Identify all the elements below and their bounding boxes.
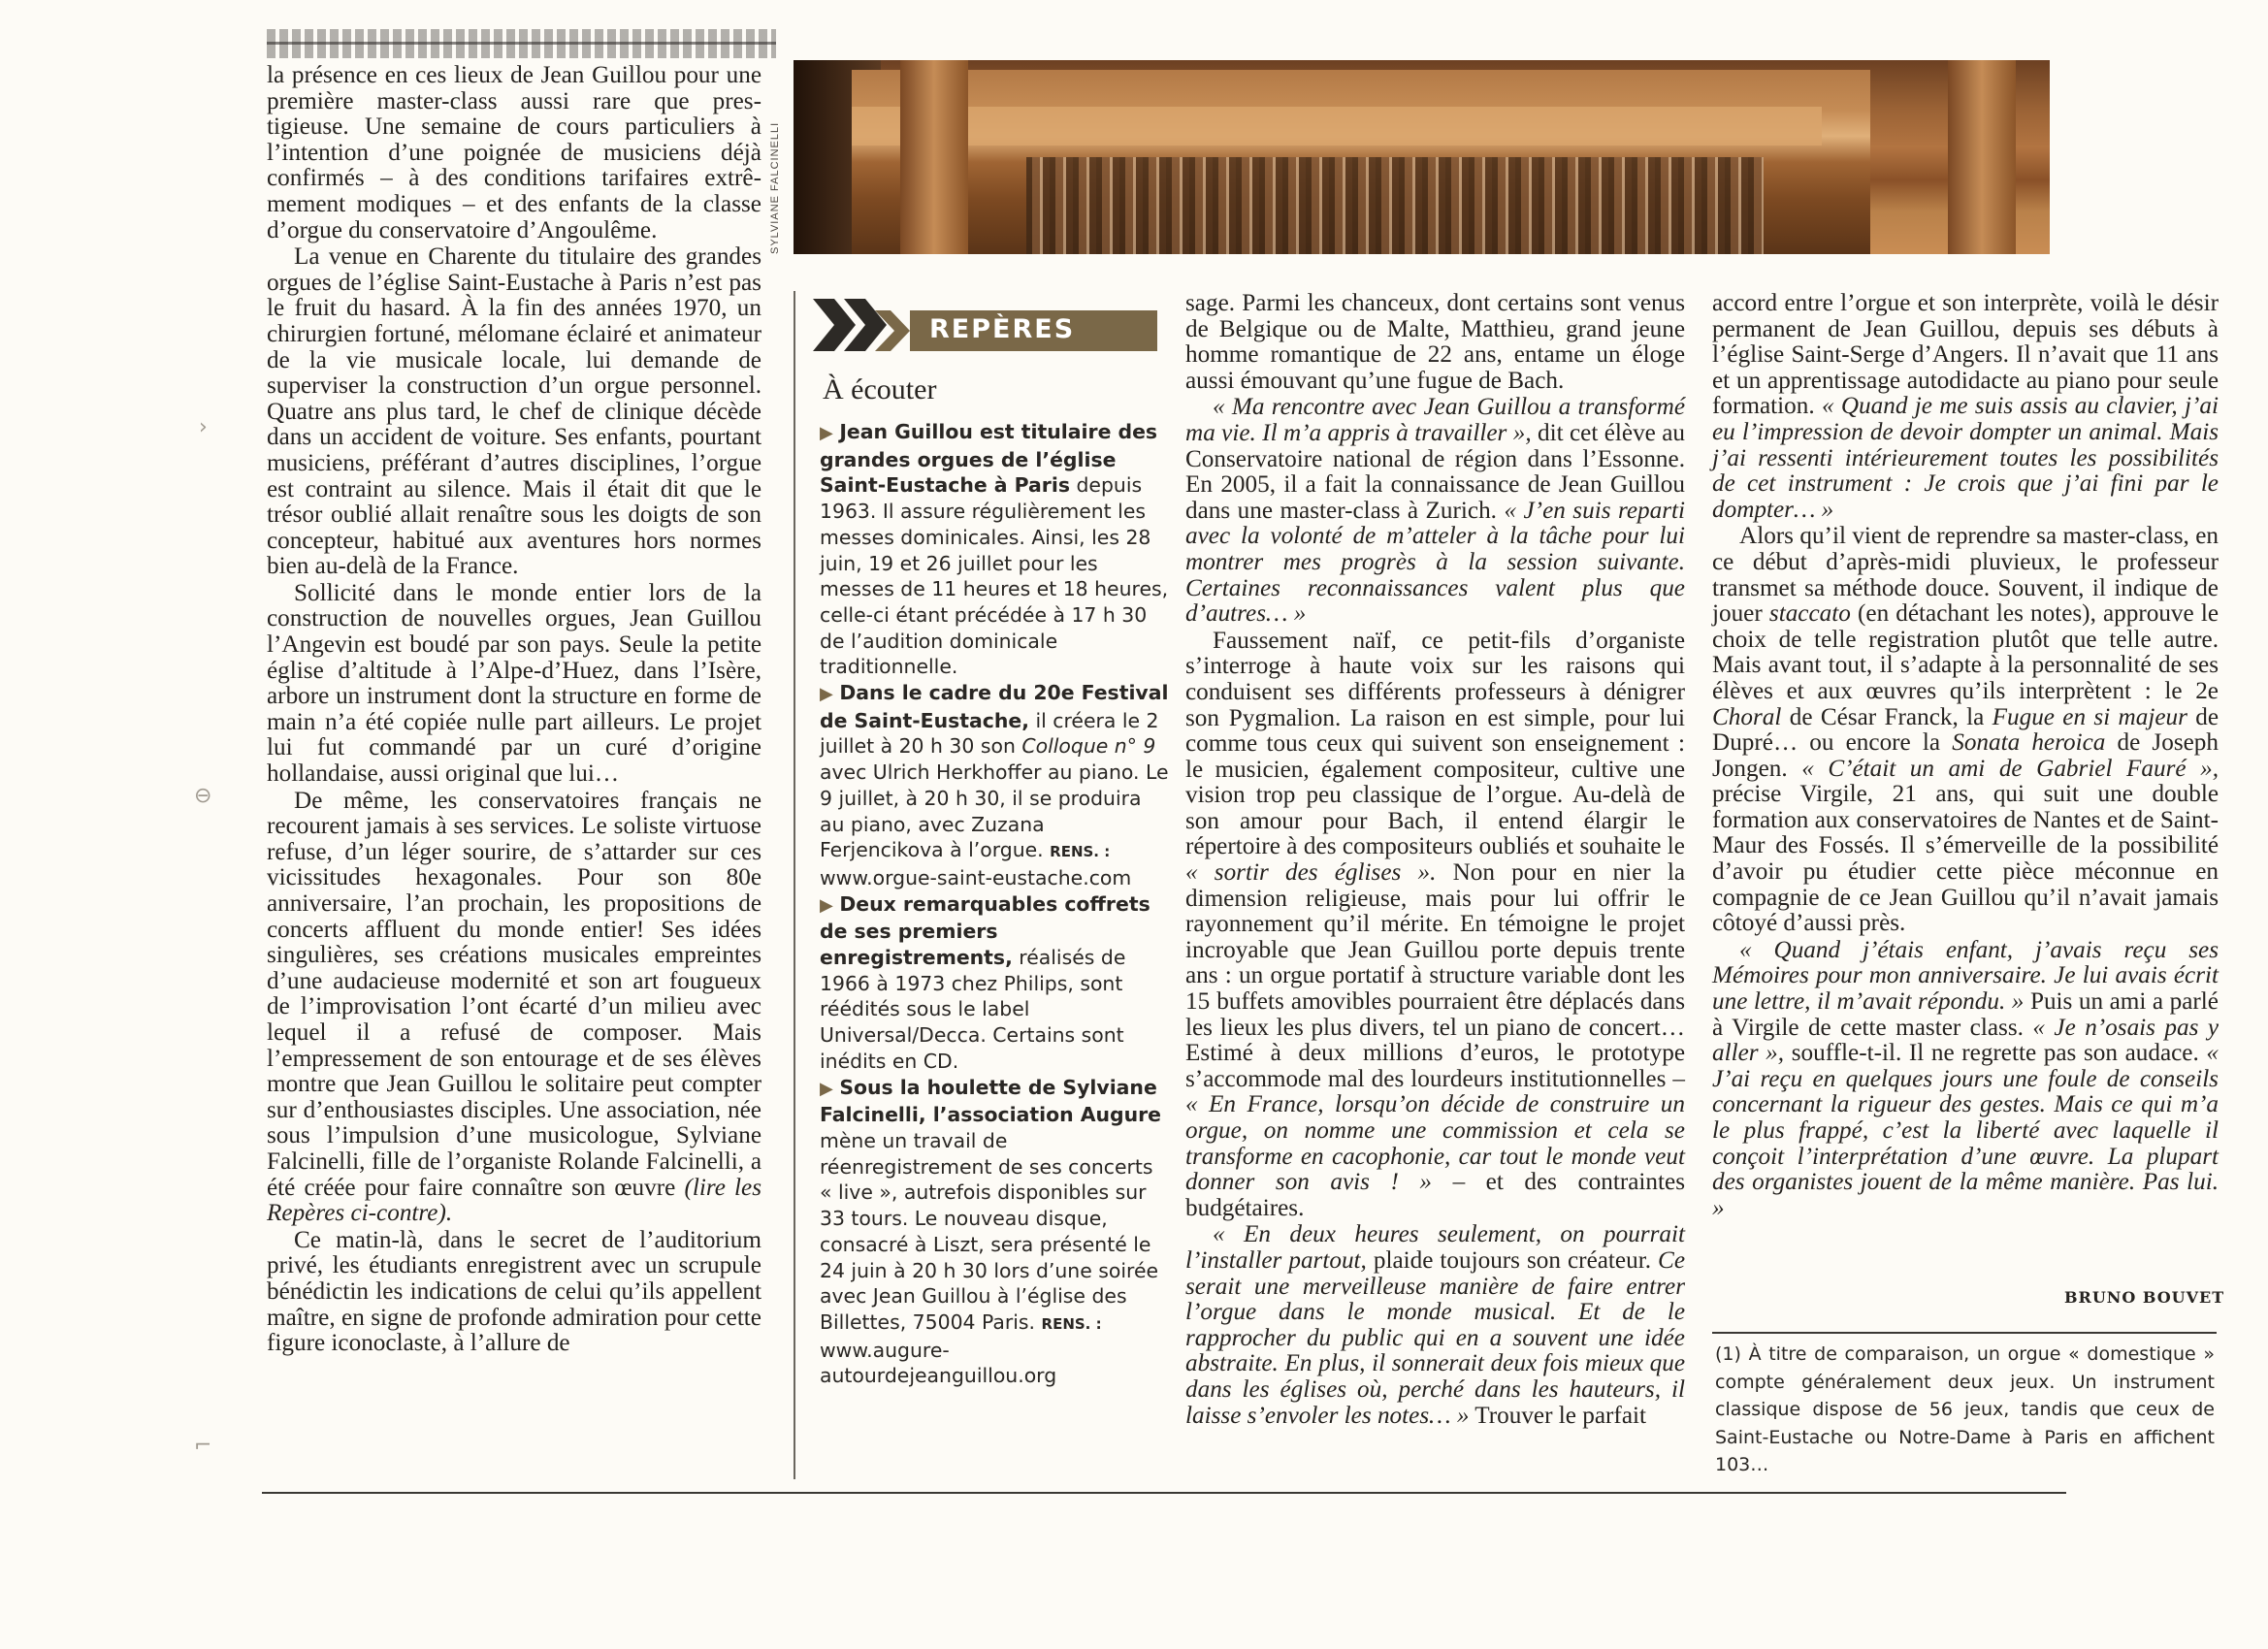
article-paragraph: « Ma rencontre avec Jean Guillou a transformé ma vie. Il m’a appris à travailler », dit cet élève au Conservatoire national de région dans l’Essonne. En 2005, il a fait la connaissance de Jean Guillou dans une master-class à Zurich. « J’en suis reparti avec la volonté de m’atteler à la tâche pour lui montrer mes progrès à la session suivante. Certaines reconnaissances valent plus que d’autres… » [1185,394,1685,628]
article-line: mement modiques – et des enfants de la classe [267,190,761,217]
article-paragraph: accord entre l’orgue et son interprète, voilà le désir permanent de Jean Guillou, depuis ses débuts à l’église Saint-Serge d’Angers. Il n’avait que 11 ans et un apprentissage autodidacte au piano pour seule formation. « Quand je me suis assis au clavier, j’ai eu l’impression de devoir dompter un animal. Mais j’ai ressenti intérieurement toutes les possibilités de cet instrument : Je crois que j’ai fini par le dompter… » [1712,290,2219,523]
cut-off-top-line [267,0,776,60]
triangle-bullet-icon: ▶ [820,423,833,443]
footnote-rule [1712,1332,2217,1334]
list-item: ▶ Sous la houlette de Sylviane Falcinelli, l’association Augure mène un travail de réenregistrement de ses concerts « live », autrefois disponibles sur 33 tours. Le nouveau disque, consacré à Liszt, sera présenté le 24 juin à 20 h 30 lors d’une soirée avec Jean Guillou à l’église des Billettes, 75004 Paris. RENS. : www.augure-autourdejeanguillou.org [820,1075,1161,1388]
margin-mark: › [199,415,208,439]
list-item: ▶ Dans le cadre du 20e Festival de Saint-Eustache, il créera le 2 juillet à 20 h 30 son Colloque n° 9 avec Ulrich Herkhoffer au piano. Le 9 juillet, à 20 h 30, il se produira au piano, avec Zuzana Ferjencikova à l’orgue. RENS. : www.orgue-saint-eustache.com [820,681,1169,889]
article-column-1 [267,63,761,1357]
chevron-icon [813,293,910,351]
reperes-label: REPÈRES [929,314,1076,344]
reperes-tag [813,293,1157,351]
list-item: ▶ Jean Guillou est titulaire des grandes orgues de l’église Saint-Eustache à Paris depuis 1963. Il assure régulièrement les messes dominicales. Ainsi, les 28 juin, 19 et 26 juillet pour les messes de 11 heures et 18 heures, celle-ci étant précédée à 17 h 30 de l’audition dominicale traditionnelle. [820,420,1169,679]
article-paragraph: « En deux heures seulement, on pourrait l’installer partout, plaide toujours son créateur. Ce serait une merveilleuse manière de faire entrer l’orgue dans le monde musical. Et de le rapprocher du public qui en a souvent une idée abstraite. En plus, il sonnerait deux fois mieux que dans les églises où, perché dans les hauteurs, il laisse s’envoler les notes… » Trouver le parfait [1185,1221,1685,1429]
article-line: tigieuse. Une semaine de cours particuliers à [267,113,761,141]
organ-photo [794,60,2050,254]
article-paragraph: sage. Parmi les chanceux, dont certains sont venus de Belgique ou de Malte, Matthieu, grand jeune homme romantique de 22 ans, entame un éloge aussi émouvant qu’une fugue de Bach. [1185,290,1685,394]
bottom-rule [262,1492,2066,1494]
footnote: (1) À titre de comparaison, un orgue « domestique » compte généralement deux jeux. Un instrument classique dispose de 56 jeux, tandis que ceux de Saint-Eustache ou Notre-Dame à Paris en affichent 103… [1715,1343,2215,1476]
margin-mark: ⌐ [194,1434,212,1458]
article-line: confirmés – à des conditions tarifaires extrê- [267,165,761,192]
article-paragraph: « Quand j’étais enfant, j’avais reçu ses Mémoires pour mon anniversaire. Je lui avais écrit une lettre, il m’avait répondu. » Puis un ami a parlé à Virgile de cette master class. « Je n’osais pas y aller », souffle-t-il. Il ne regrette pas son audace. « J’ai reçu en quelques jours une foule de conseils concernant la rigueur des gestes. Mais ce qui m’a le plus frappé, c’est la liberté avec laquelle il conçoit l’interprétation d’une œuvre. La plupart des organistes jouent de la même manière. Pas lui. » [1712,936,2219,1221]
reperes-sidebar [820,419,1169,1389]
column-divider [794,291,795,1479]
article-column-4 [1712,291,2219,1221]
article-paragraph: La venue en Charente du titulaire des grandes orgues de l’église Saint-Eustache à Paris n’est pas le fruit du hasard. À la fin des années 1970, un chirurgien fortuné, mélomane éclairé et animateur de la vie musicale locale, lui demande de superviser la construction d’un orgue personnel. Quatre ans plus tard, le chef de clinique décède dans un accident de voiture. Ses enfants, pourtant musiciens, préférant d’autres disciplines, l’orgue est contraint au silence. Mais il était dit que le trésor oublié allait renaître sous les doigts de son concepteur, habitué aux aventures hors normes bien au-delà de la France. [267,243,761,580]
list-item: ▶ Deux remarquables coffrets de ses premiers enregistrements, réalisés de 1966 à 1973 chez Philips, sont réédités sous le label Universal/Decca. Certains sont inédits en CD. [820,891,1150,1073]
margin-mark: ⊖ [194,784,212,808]
triangle-bullet-icon: ▶ [820,684,833,705]
article-paragraph: Faussement naïf, ce petit-fils d’organiste s’interroge à haute voix sur les raisons qui conduisent ses différents professeurs à dénigrer son Pygmalion. La raison en est simple, pour lui comme tous ceux qui suivent son enseignement : le musicien, également compositeur, cultive une vision trop peu classique de l’orgue. Au-delà de son amour pour Bach, il entend élargir le répertoire à des compositeurs oubliés et souhaite le « sortir des églises ». Non pour en nier la dimension religieuse, mais pour lui offrir le rayonnement qu’il mérite. En témoigne le projet incroyable que Jean Guillou porte depuis trente ans : un orgue portatif à structure variable dont les 15 buffets amovibles pourraient être déplacés dans les lieux les plus divers, tel un piano de concert… Estimé à deux millions d’euros, le prototype s’accommode mal des lourdeurs institutionnelles – « En France, lorsqu’on décide de construire un orgue, on nomme une commission et cela se transforme en cacophonie, car tout le monde veut donner son avis ! » – et des contraintes budgétaires. [1185,627,1686,1221]
article-line: d’orgue du conservatoire d’Angoulême. [267,216,658,243]
article-line: une première master-class aussi rare que pres- [267,62,762,114]
article-column-3 [1185,291,1685,1429]
triangle-bullet-icon: ▶ [820,1078,833,1099]
triangle-bullet-icon: ▶ [820,894,833,916]
section-subhead: À écouter [823,373,937,405]
author-byline: BRUNO BOUVET [2064,1288,2225,1307]
article-paragraph: De même, les conservatoires français ne recourent jamais à ses services. Le soliste virtuose refuse, d’un léger sourire, de s’attarder sur ces vicissitudes hexagonales. Pour son 80e anniversaire, l’an prochain, les propositions de concerts affluent du monde entier! Ses idées singulières, ses créations musicales empreintes d’une audacieuse modernité et son art fougueux de l’improvisation l’ont écarté d’un milieu avec lequel il a refusé de composer. Mais l’empressement de son entourage et de ses élèves montre que Jean Guillou le solitaire peut compter sur d’enthousiastes disciples. Une association, née sous l’impulsion d’une musicologue, Sylviane Falcinelli, fille de l’organiste Rolande Falcinelli, a été créée pour faire connaître son œuvre (lire les Repères ci-contre). [267,787,761,1227]
article-paragraph: Sollicité dans le monde entier lors de la construction de nouvelles orgues, Jean Guillou l’Angevin est boudé par son pays. Seule la petite église d’altitude à l’Alpe-d’Huez, dans l’Isère, arbore un instrument dont la structure en forme de main n’a été copiée nulle part ailleurs. Le projet lui fut commandé par un curé d’origine hollandaise, aussi original que lui… [267,579,761,788]
article-line: la présence en ces lieux de Jean Guillou pour [267,62,719,88]
article-paragraph: Alors qu’il vient de reprendre sa master-class, en ce début d’après-midi pluvieux, le professeur transmet sa méthode douce. Souvent, il indique de jouer staccato (en détachant les notes), approuve le choix de telle registration plutôt que telle autre. Mais avant tout, il s’adapte à la personnalité de ses élèves et aux œuvres qu’ils interprètent : le 2e Choral de César Franck, la Fugue en si majeur de Dupré… ou encore la Sonata heroica de Joseph Jongen. « C’était un ami de Gabriel Fauré », précise Virgile, 21 ans, qui suit une double formation aux conservatoires de Nantes et de Saint-Maur des Fossés. Il s’émerveille de la possibilité d’avoir pu étudier cette pièce méconnue en compagnie de ce Jean Guillou qu’il n’avait jamais côtoyé d’aussi près. [1712,523,2219,937]
article-paragraph: Ce matin-là, dans le secret de l’auditorium privé, les étudiants enregistrent avec un scrupule bénédictin les indications de celui qu’ils appellent maître, en signe de profonde admiration pour cette figure iconoclaste, à l’allure de [267,1226,761,1357]
article-line: l’intention d’une poignée de musiciens déjà [267,139,761,166]
